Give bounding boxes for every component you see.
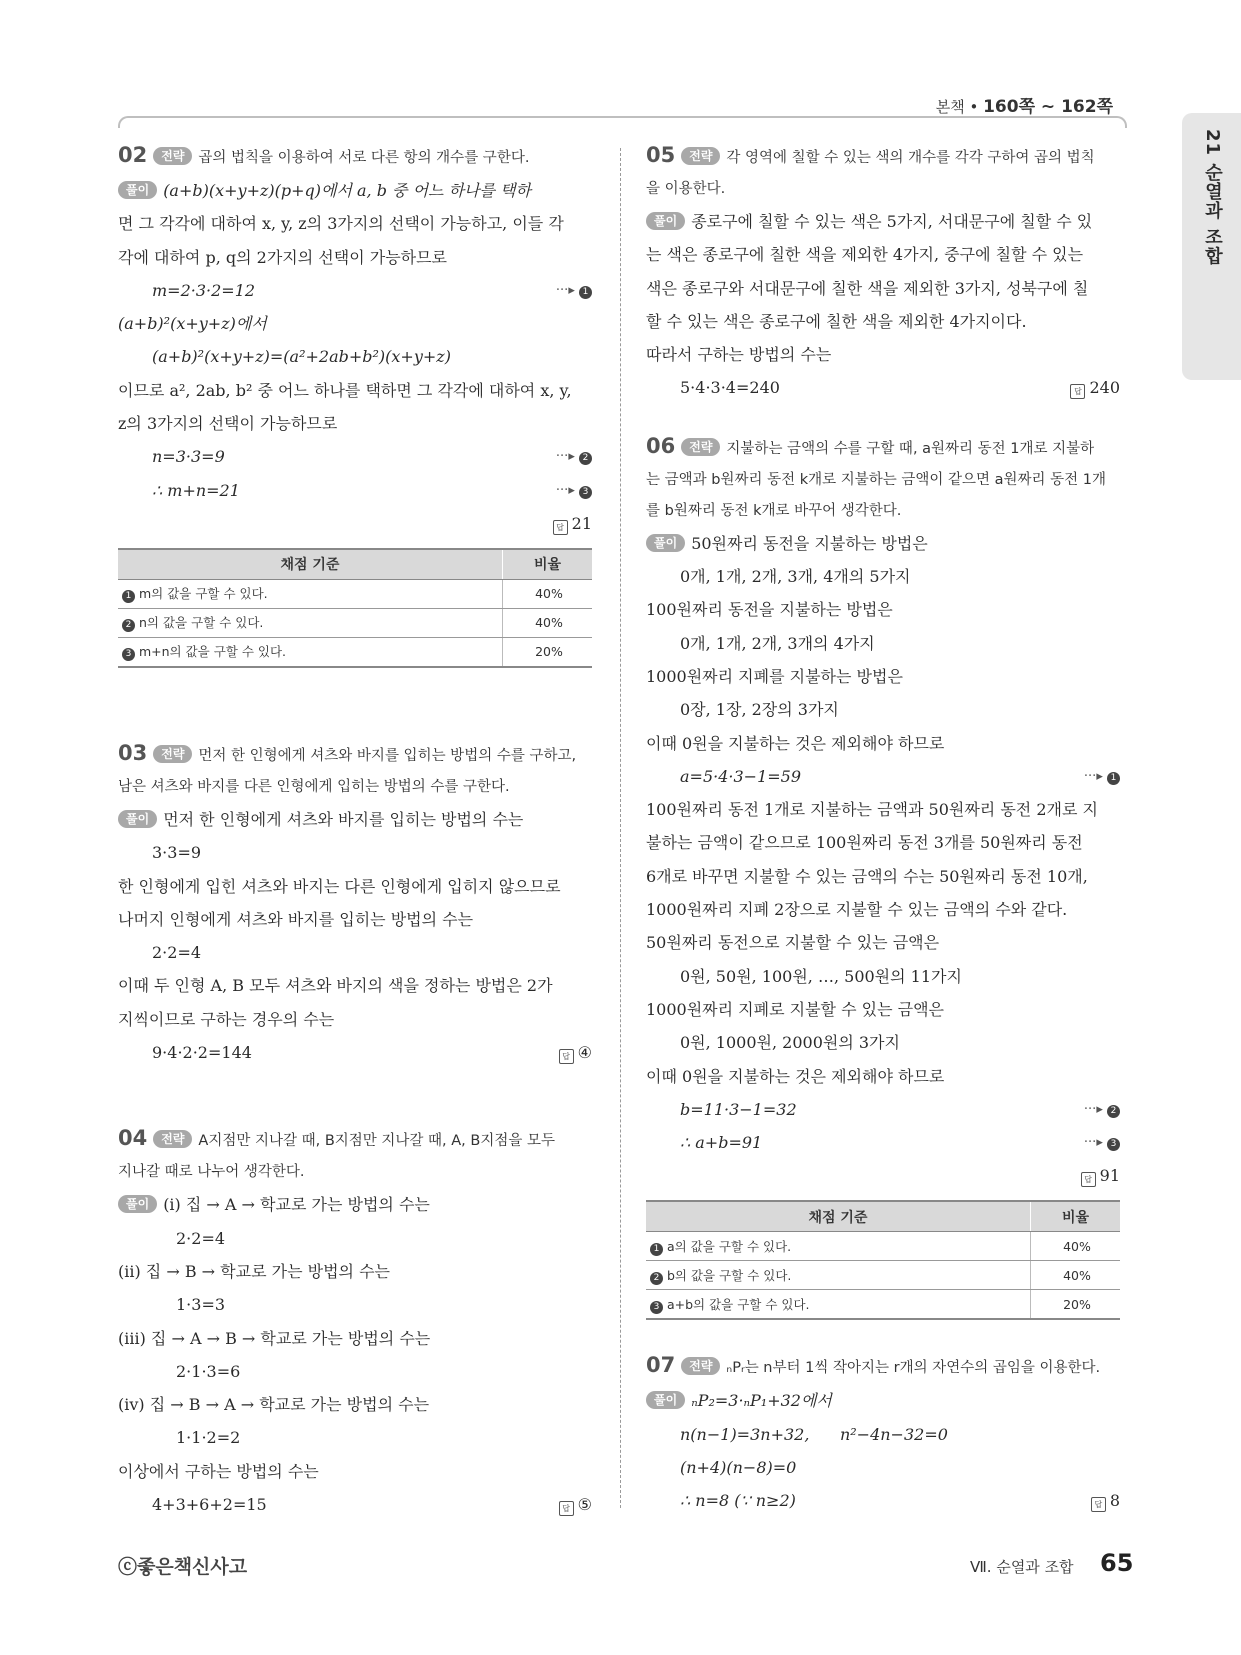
column-divider	[620, 148, 621, 1508]
table-row	[118, 637, 592, 667]
solution-tag: 풀이	[118, 181, 157, 199]
equation-line	[118, 274, 592, 307]
solution-line: 따라서 구하는 방법의 수는	[646, 345, 832, 365]
equation-line: 2·2=4	[152, 943, 202, 963]
answer-value: ④	[577, 1043, 592, 1063]
line-text: ₙP₂=3·ₙP₁+32에서	[691, 1391, 832, 1411]
strategy-tag: 전략	[153, 745, 192, 763]
page-range: 160쪽 ~ 162쪽	[983, 97, 1113, 117]
solution-line: 6개로 바꾸면 지불할 수 있는 금액의 수는 50원짜리 동전 10개,	[646, 866, 1088, 886]
criteria-cell	[646, 1261, 1031, 1290]
equation-line: 0원, 1000원, 2000원의 3가지	[680, 1033, 900, 1053]
equation-line: 2·2=4	[176, 1228, 226, 1248]
answer-value: 8	[1109, 1491, 1120, 1511]
equation-line	[646, 760, 1120, 793]
ratio-cell: 20%	[503, 637, 593, 667]
strategy-tag: 전략	[681, 147, 720, 165]
equation-line	[646, 371, 1120, 404]
equation-line: 3·3=9	[152, 843, 202, 863]
answer-icon: 답	[559, 1049, 574, 1064]
circle-number-icon: 2	[579, 452, 592, 465]
criteria-header: 채점 기준	[646, 1201, 1031, 1232]
criteria-text: a의 값을 구할 수 있다.	[666, 1238, 792, 1254]
answer-icon: 답	[1070, 384, 1085, 399]
problem-number: 07	[646, 1353, 676, 1378]
solution-line	[118, 803, 592, 836]
answer-value: 240	[1089, 378, 1120, 398]
ratio-cell: 40%	[503, 579, 593, 608]
solution-line: 1000원짜리 지폐 2장으로 지불할 수 있는 금액의 수와 같다.	[646, 900, 1068, 920]
solution-line: 한 인형에게 입힌 셔츠와 바지는 다른 인형에게 입히지 않으므로	[118, 876, 561, 896]
strategy-text: 먼저 한 인형에게 셔츠와 바지를 입히는 방법의 수를 구하고,	[198, 747, 577, 764]
criteria-cell	[646, 1232, 1031, 1261]
equation-text: n=3·3=9	[152, 447, 225, 467]
book-label: 본책	[935, 98, 965, 116]
problem-number: 05	[646, 143, 676, 167]
equation-line: (n+4)(n−8)=0	[680, 1458, 797, 1478]
solution-line: 각에 대하여 p, q의 2가지의 선택이 가능하므로	[118, 247, 448, 267]
solution-tag: 풀이	[646, 212, 685, 230]
solution-line: 100원짜리 동전 1개로 지불하는 금액과 50원짜리 동전 2개로 지	[646, 800, 1098, 820]
arrow-icon: ···▸	[555, 282, 575, 298]
solution-line: 1000원짜리 지폐를 지불하는 방법은	[646, 666, 903, 686]
circle-number-icon: 1	[122, 590, 135, 603]
solution-line	[646, 527, 1120, 560]
answer	[118, 507, 592, 540]
table-row	[646, 1290, 1120, 1320]
strategy-tag: 전략	[153, 147, 192, 165]
step-marker	[556, 440, 592, 473]
solution-tag: 풀이	[118, 1195, 157, 1213]
circle-number-icon: 3	[122, 648, 135, 661]
arrow-icon: ···▸	[1083, 768, 1103, 784]
answer	[1091, 1484, 1120, 1517]
section-04-strategy	[118, 1123, 592, 1157]
left-column	[118, 140, 592, 1521]
solution-line: (ⅲ) 집 → A → B → 학교로 가는 방법의 수는	[118, 1328, 431, 1348]
table-row	[118, 579, 592, 608]
scoring-table	[646, 1200, 1120, 1320]
circle-number-icon: 1	[650, 1243, 663, 1256]
section-07-strategy	[646, 1350, 1120, 1384]
section-04	[118, 1123, 592, 1521]
answer-icon: 답	[1091, 1497, 1106, 1512]
solution-line: z의 3가지의 선택이 가능하므로	[118, 414, 338, 434]
answer	[1070, 371, 1120, 404]
step-marker	[1084, 760, 1120, 793]
strategy-tag: 전략	[681, 438, 720, 456]
section-05	[646, 140, 1120, 405]
equation-line: 1·3=3	[176, 1295, 226, 1315]
solution-tag: 풀이	[646, 534, 685, 552]
solution-line: 불하는 금액이 같으므로 100원짜리 동전 3개를 50원짜리 동전	[646, 833, 1083, 853]
step-marker	[556, 474, 592, 507]
section-03-strategy	[118, 738, 592, 772]
circle-number-icon: 2	[122, 619, 135, 632]
strategy-text-cont: 를 b원짜리 동전 k개로 바꾸어 생각한다.	[646, 502, 902, 519]
strategy-text-cont: 지나갈 때로 나누어 생각한다.	[118, 1164, 305, 1181]
strategy-text: 각 영역에 칠할 수 있는 색의 개수를 각각 구하여 곱의 법칙	[726, 150, 1095, 166]
problem-number: 04	[118, 1126, 148, 1151]
chapter-tab-label: 21 순열과 조합	[1202, 129, 1223, 266]
solution-line: 면 그 각각에 대하여 x, y, z의 3가지의 선택이 가능하고, 이들 각	[118, 214, 564, 234]
equation-text: 9·4·2·2=144	[152, 1043, 252, 1063]
strategy-text-cont: 을 이용한다.	[646, 181, 726, 197]
arrow-icon: ···▸	[555, 482, 575, 498]
criteria-text: m+n의 값을 구할 수 있다.	[138, 644, 287, 660]
step-marker	[556, 274, 592, 307]
criteria-header: 채점 기준	[118, 549, 503, 580]
arrow-icon: ···▸	[1083, 1101, 1103, 1117]
section-07	[646, 1350, 1120, 1517]
section-03	[118, 738, 592, 1069]
criteria-text: a+b의 값을 구할 수 있다.	[666, 1296, 810, 1312]
solution-line: 이므로 a², 2ab, b² 중 어느 하나를 택하면 그 각각에 대하여 x, y,	[118, 380, 572, 400]
equation-line	[118, 474, 592, 507]
equation-line: n(n−1)=3n+32, n²−4n−32=0	[680, 1424, 948, 1444]
step-marker	[1084, 1126, 1120, 1159]
solution-tag: 풀이	[118, 810, 157, 828]
equation-line	[646, 1484, 1120, 1517]
line-text: 종로구에 칠할 수 있는 색은 5가지, 서대문구에 칠할 수 있	[691, 212, 1093, 231]
solution-line: 1000원짜리 지폐로 지불할 수 있는 금액은	[646, 999, 944, 1019]
circle-number-icon: 1	[1107, 772, 1120, 785]
equation-text: b=11·3−1=32	[680, 1099, 797, 1119]
ratio-header: 비율	[1031, 1201, 1121, 1232]
ratio-cell: 40%	[1031, 1232, 1121, 1261]
strategy-text: 지불하는 금액의 수를 구할 때, a원짜리 동전 1개로 지불하	[726, 440, 1095, 457]
solution-line: 50원짜리 동전으로 지불할 수 있는 금액은	[646, 933, 940, 953]
solution-line	[118, 1188, 592, 1221]
problem-number: 06	[646, 433, 676, 458]
solution-line	[646, 1384, 1120, 1417]
arrow-icon: ···▸	[555, 449, 575, 465]
strategy-text-cont: 는 금액과 b원짜리 동전 k개로 지불하는 금액이 같으면 a원짜리 동전 1개	[646, 471, 1106, 488]
solution-line: 100원짜리 동전을 지불하는 방법은	[646, 600, 893, 620]
circle-number-icon: 1	[579, 286, 592, 299]
header-rule	[118, 116, 1127, 128]
circle-number-icon: 3	[1107, 1138, 1120, 1151]
section-05-strategy	[646, 140, 1120, 174]
answer	[559, 1036, 592, 1069]
solution-line: 는 색은 종로구에 칠한 색을 제외한 4가지, 중구에 칠할 수 있는	[646, 245, 1084, 265]
answer	[559, 1488, 592, 1521]
equation-text: a=5·4·3−1=59	[680, 766, 802, 786]
answer-value: 21	[571, 513, 592, 533]
section-02-strategy	[118, 140, 592, 174]
line-text: 먼저 한 인형에게 셔츠와 바지를 입히는 방법의 수는	[163, 809, 524, 829]
line-text: (a+b)(x+y+z)(p+q)에서 a, b 중 어느 하나를 택하	[163, 181, 531, 200]
footer-chapter: Ⅶ. 순열과 조합	[970, 1558, 1074, 1576]
circle-number-icon: 2	[1107, 1105, 1120, 1118]
equation-line: 0원, 50원, 100원, …, 500원의 11가지	[680, 966, 962, 986]
equation-line: 2·1·3=6	[176, 1361, 241, 1381]
answer-value: ⑤	[577, 1495, 592, 1515]
criteria-text: m의 값을 구할 수 있다.	[138, 586, 268, 602]
section-06	[646, 431, 1120, 1321]
strategy-text: ₙPᵣ는 n부터 1씩 작아지는 r개의 자연수의 곱임을 이용한다.	[726, 1360, 1101, 1377]
solution-line	[646, 205, 1120, 238]
answer-icon: 답	[553, 520, 568, 535]
right-column	[646, 140, 1120, 1518]
section-06-strategy	[646, 431, 1120, 465]
table-row	[118, 608, 592, 637]
solution-line: 이상에서 구하는 방법의 수는	[118, 1461, 319, 1481]
solution-line: 색은 종로구와 서대문구에 칠한 색을 제외한 3가지, 성북구에 칠	[646, 278, 1089, 298]
solution-line: (ⅱ) 집 → B → 학교로 가는 방법의 수는	[118, 1261, 390, 1281]
equation-text: ∴ a+b=91	[680, 1133, 763, 1153]
solution-line: 지씩이므로 구하는 경우의 수는	[118, 1009, 335, 1029]
solution-line: 이때 두 인형 A, B 모두 셔츠와 바지의 색을 정하는 방법은 2가	[118, 976, 553, 996]
equation-line: 0장, 1장, 2장의 3가지	[680, 700, 839, 720]
solution-line: 이때 0원을 지불하는 것은 제외해야 하므로	[646, 733, 945, 753]
publisher-logo: ⓒ좋은책신사고	[118, 1556, 248, 1578]
circle-number-icon: 3	[579, 486, 592, 499]
criteria-cell	[646, 1290, 1031, 1320]
answer	[646, 1159, 1120, 1192]
table-row	[646, 1261, 1120, 1290]
equation-line: 1·1·2=2	[176, 1428, 241, 1448]
solution-line: 나머지 인형에게 셔츠와 바지를 입히는 방법의 수는	[118, 909, 474, 929]
page-number: 65	[1100, 1549, 1134, 1577]
page-header-ref: 본책 • 160쪽 ~ 162쪽	[935, 97, 1113, 117]
criteria-cell	[118, 608, 503, 637]
answer-icon: 답	[1081, 1172, 1096, 1187]
criteria-text: b의 값을 구할 수 있다.	[666, 1267, 792, 1283]
equation-line: (a+b)²(x+y+z)=(a²+2ab+b²)(x+y+z)	[152, 347, 451, 367]
chapter-side-tab	[1182, 113, 1241, 380]
scoring-table	[118, 548, 592, 668]
equation-text: ∴ n=8 (∵ n≥2)	[680, 1491, 796, 1511]
circle-number-icon: 2	[650, 1272, 663, 1285]
step-marker	[1084, 1093, 1120, 1126]
solution-line: (ⅳ) 집 → B → A → 학교로 가는 방법의 수는	[118, 1395, 430, 1415]
equation-line: (a+b)²(x+y+z)에서	[118, 314, 267, 334]
ratio-cell: 40%	[503, 608, 593, 637]
ratio-header: 비율	[503, 549, 593, 580]
strategy-text: A지점만 지나갈 때, B지점만 지나갈 때, A, B지점을 모두	[198, 1133, 555, 1150]
criteria-cell	[118, 637, 503, 667]
arrow-icon: ···▸	[1083, 1135, 1103, 1151]
equation-line	[646, 1093, 1120, 1126]
strategy-text-cont: 남은 셔츠와 바지를 다른 인형에게 입히는 방법의 수를 구한다.	[118, 778, 510, 795]
line-text: 50원짜리 동전을 지불하는 방법은	[691, 533, 928, 553]
answer-icon: 답	[559, 1501, 574, 1516]
strategy-tag: 전략	[681, 1357, 720, 1375]
strategy-tag: 전략	[153, 1130, 192, 1148]
equation-text: m=2·3·2=12	[152, 280, 256, 300]
ratio-cell: 40%	[1031, 1261, 1121, 1290]
equation-text: 5·4·3·4=240	[680, 378, 780, 398]
criteria-text: n의 값을 구할 수 있다.	[138, 615, 264, 631]
equation-text: ∴ m+n=21	[152, 480, 240, 500]
solution-tag: 풀이	[646, 1391, 685, 1409]
problem-number: 02	[118, 143, 148, 167]
solution-line	[118, 174, 592, 207]
equation-text: 4+3+6+2=15	[152, 1495, 267, 1515]
equation-line	[118, 1488, 592, 1521]
equation-line	[118, 1036, 592, 1069]
criteria-cell	[118, 579, 503, 608]
circle-number-icon: 3	[650, 1301, 663, 1314]
problem-number: 03	[118, 740, 148, 765]
table-row	[646, 1232, 1120, 1261]
equation-line	[646, 1126, 1120, 1159]
equation-line: 0개, 1개, 2개, 3개, 4개의 5가지	[680, 567, 911, 587]
line-text: (ⅰ) 집 → A → 학교로 가는 방법의 수는	[163, 1195, 430, 1215]
equation-line: 0개, 1개, 2개, 3개의 4가지	[680, 633, 875, 653]
answer-value: 91	[1099, 1166, 1120, 1186]
ratio-cell: 20%	[1031, 1290, 1121, 1320]
strategy-text: 곱의 법칙을 이용하여 서로 다른 항의 개수를 구한다.	[198, 150, 530, 166]
solution-line: 이때 0원을 지불하는 것은 제외해야 하므로	[646, 1066, 945, 1086]
solution-line: 할 수 있는 색은 종로구에 칠한 색을 제외한 4가지이다.	[646, 311, 1027, 331]
equation-line	[118, 440, 592, 473]
section-02	[118, 140, 592, 668]
